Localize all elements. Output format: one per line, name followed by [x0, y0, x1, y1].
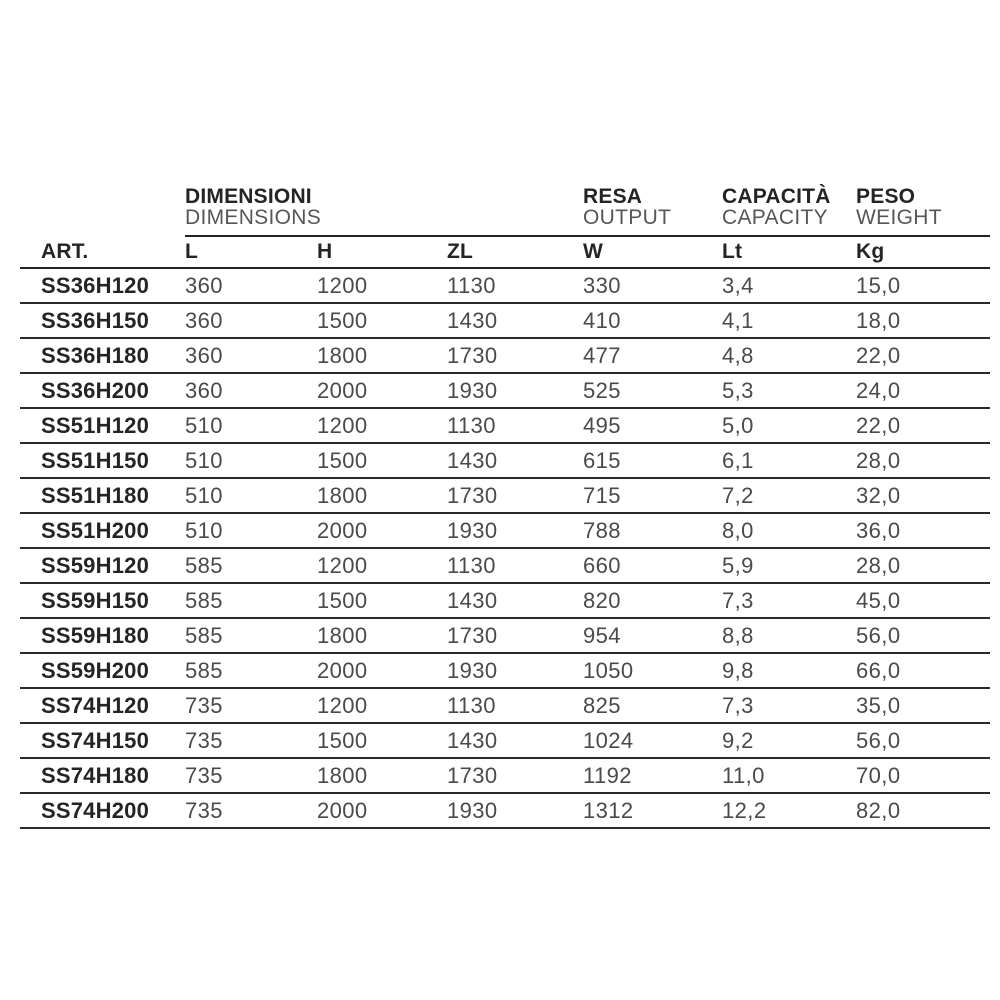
- col-header-zl: ZL: [447, 236, 583, 268]
- cell-kg: 32,0: [856, 478, 990, 513]
- cell-h: 1500: [317, 443, 447, 478]
- group-header-weight: [856, 178, 990, 236]
- col-header-h: H: [317, 236, 447, 268]
- cell-w: 788: [583, 513, 722, 548]
- cell-w: 477: [583, 338, 722, 373]
- cell-lt: 7,2: [722, 478, 856, 513]
- cell-w: 954: [583, 618, 722, 653]
- cell-h: 1200: [317, 688, 447, 723]
- cell-art-code: SS59H200: [20, 653, 185, 688]
- spec-table-body: [20, 268, 990, 828]
- col-header-l: L: [185, 236, 317, 268]
- cell-w: 660: [583, 548, 722, 583]
- cell-zl: 1730: [447, 478, 583, 513]
- cell-lt: 4,1: [722, 303, 856, 338]
- cell-kg: 24,0: [856, 373, 990, 408]
- cell-w: 820: [583, 583, 722, 618]
- table-row: [20, 548, 990, 583]
- table-row: [20, 373, 990, 408]
- table-row: [20, 618, 990, 653]
- column-header-row: [20, 236, 990, 268]
- cell-h: 2000: [317, 513, 447, 548]
- group-header-row: [20, 178, 990, 236]
- group-title-capacita: CAPACITÀ: [722, 185, 831, 208]
- cell-zl: 1130: [447, 268, 583, 303]
- cell-h: 1800: [317, 338, 447, 373]
- cell-kg: 36,0: [856, 513, 990, 548]
- cell-lt: 7,3: [722, 583, 856, 618]
- cell-art-code: SS74H150: [20, 723, 185, 758]
- cell-l: 510: [185, 513, 317, 548]
- cell-kg: 15,0: [856, 268, 990, 303]
- cell-w: 1312: [583, 793, 722, 828]
- cell-l: 510: [185, 443, 317, 478]
- cell-l: 585: [185, 618, 317, 653]
- cell-art-code: SS36H200: [20, 373, 185, 408]
- cell-art-code: SS51H180: [20, 478, 185, 513]
- cell-w: 1024: [583, 723, 722, 758]
- cell-art-code: SS74H200: [20, 793, 185, 828]
- cell-lt: 9,8: [722, 653, 856, 688]
- group-header-output: [583, 178, 722, 236]
- cell-h: 1800: [317, 758, 447, 793]
- cell-w: 1192: [583, 758, 722, 793]
- cell-w: 525: [583, 373, 722, 408]
- cell-w: 615: [583, 443, 722, 478]
- cell-art-code: SS51H150: [20, 443, 185, 478]
- cell-zl: 1430: [447, 443, 583, 478]
- cell-kg: 56,0: [856, 618, 990, 653]
- cell-art-code: SS59H180: [20, 618, 185, 653]
- cell-kg: 22,0: [856, 338, 990, 373]
- table-row: [20, 513, 990, 548]
- cell-kg: 56,0: [856, 723, 990, 758]
- cell-l: 735: [185, 793, 317, 828]
- cell-zl: 1430: [447, 583, 583, 618]
- cell-kg: 28,0: [856, 443, 990, 478]
- cell-art-code: SS59H150: [20, 583, 185, 618]
- cell-lt: 11,0: [722, 758, 856, 793]
- cell-art-code: SS36H150: [20, 303, 185, 338]
- cell-kg: 35,0: [856, 688, 990, 723]
- cell-h: 1800: [317, 618, 447, 653]
- cell-w: 495: [583, 408, 722, 443]
- cell-h: 2000: [317, 653, 447, 688]
- cell-art-code: SS74H120: [20, 688, 185, 723]
- table-row: [20, 303, 990, 338]
- spec-table: [20, 178, 990, 829]
- group-header-dimensions: [185, 178, 583, 236]
- cell-zl: 1430: [447, 303, 583, 338]
- cell-w: 825: [583, 688, 722, 723]
- cell-l: 585: [185, 548, 317, 583]
- group-header-capacity: [722, 178, 856, 236]
- cell-l: 735: [185, 723, 317, 758]
- cell-zl: 1930: [447, 653, 583, 688]
- cell-art-code: SS74H180: [20, 758, 185, 793]
- cell-lt: 6,1: [722, 443, 856, 478]
- cell-zl: 1730: [447, 618, 583, 653]
- cell-h: 1200: [317, 268, 447, 303]
- cell-lt: 3,4: [722, 268, 856, 303]
- col-header-w: W: [583, 236, 722, 268]
- cell-art-code: SS59H120: [20, 548, 185, 583]
- group-subtitle-capacity: CAPACITY: [722, 206, 828, 229]
- cell-l: 360: [185, 338, 317, 373]
- cell-kg: 82,0: [856, 793, 990, 828]
- cell-l: 510: [185, 478, 317, 513]
- cell-w: 330: [583, 268, 722, 303]
- table-row: [20, 723, 990, 758]
- cell-kg: 70,0: [856, 758, 990, 793]
- cell-l: 360: [185, 373, 317, 408]
- cell-zl: 1130: [447, 688, 583, 723]
- cell-zl: 1930: [447, 793, 583, 828]
- table-row: [20, 443, 990, 478]
- group-title-dimensioni: DIMENSIONI: [185, 185, 312, 208]
- cell-zl: 1130: [447, 548, 583, 583]
- cell-art-code: SS36H120: [20, 268, 185, 303]
- group-spacer-art: [20, 178, 185, 236]
- cell-lt: 4,8: [722, 338, 856, 373]
- cell-lt: 8,8: [722, 618, 856, 653]
- table-row: [20, 408, 990, 443]
- cell-w: 1050: [583, 653, 722, 688]
- cell-kg: 18,0: [856, 303, 990, 338]
- cell-art-code: SS36H180: [20, 338, 185, 373]
- cell-h: 1500: [317, 303, 447, 338]
- spec-table-header: [20, 178, 990, 268]
- cell-kg: 22,0: [856, 408, 990, 443]
- cell-zl: 1730: [447, 338, 583, 373]
- cell-zl: 1430: [447, 723, 583, 758]
- cell-lt: 5,9: [722, 548, 856, 583]
- table-row: [20, 758, 990, 793]
- cell-l: 360: [185, 268, 317, 303]
- cell-lt: 7,3: [722, 688, 856, 723]
- cell-lt: 8,0: [722, 513, 856, 548]
- group-subtitle-output: OUTPUT: [583, 206, 672, 229]
- cell-lt: 12,2: [722, 793, 856, 828]
- group-subtitle-weight: WEIGHT: [856, 206, 942, 229]
- cell-kg: 28,0: [856, 548, 990, 583]
- table-row: [20, 688, 990, 723]
- table-row: [20, 583, 990, 618]
- col-header-lt: Lt: [722, 236, 856, 268]
- cell-h: 2000: [317, 793, 447, 828]
- cell-l: 360: [185, 303, 317, 338]
- cell-l: 510: [185, 408, 317, 443]
- table-row: [20, 653, 990, 688]
- cell-l: 735: [185, 688, 317, 723]
- cell-art-code: SS51H200: [20, 513, 185, 548]
- cell-lt: 5,0: [722, 408, 856, 443]
- cell-zl: 1930: [447, 373, 583, 408]
- table-row: [20, 478, 990, 513]
- col-header-kg: Kg: [856, 236, 990, 268]
- table-row: [20, 338, 990, 373]
- cell-zl: 1130: [447, 408, 583, 443]
- table-row: [20, 268, 990, 303]
- cell-w: 715: [583, 478, 722, 513]
- cell-zl: 1730: [447, 758, 583, 793]
- col-header-art: ART.: [20, 236, 185, 268]
- cell-art-code: SS51H120: [20, 408, 185, 443]
- group-title-peso: PESO: [856, 185, 916, 208]
- cell-l: 585: [185, 583, 317, 618]
- cell-h: 1200: [317, 548, 447, 583]
- group-subtitle-dimensions: DIMENSIONS: [185, 206, 322, 229]
- cell-l: 735: [185, 758, 317, 793]
- cell-h: 1500: [317, 583, 447, 618]
- cell-kg: 45,0: [856, 583, 990, 618]
- cell-h: 1500: [317, 723, 447, 758]
- cell-kg: 66,0: [856, 653, 990, 688]
- cell-lt: 9,2: [722, 723, 856, 758]
- cell-lt: 5,3: [722, 373, 856, 408]
- cell-h: 2000: [317, 373, 447, 408]
- cell-zl: 1930: [447, 513, 583, 548]
- cell-h: 1800: [317, 478, 447, 513]
- cell-l: 585: [185, 653, 317, 688]
- cell-w: 410: [583, 303, 722, 338]
- cell-h: 1200: [317, 408, 447, 443]
- group-title-resa: RESA: [583, 185, 643, 208]
- table-row: [20, 793, 990, 828]
